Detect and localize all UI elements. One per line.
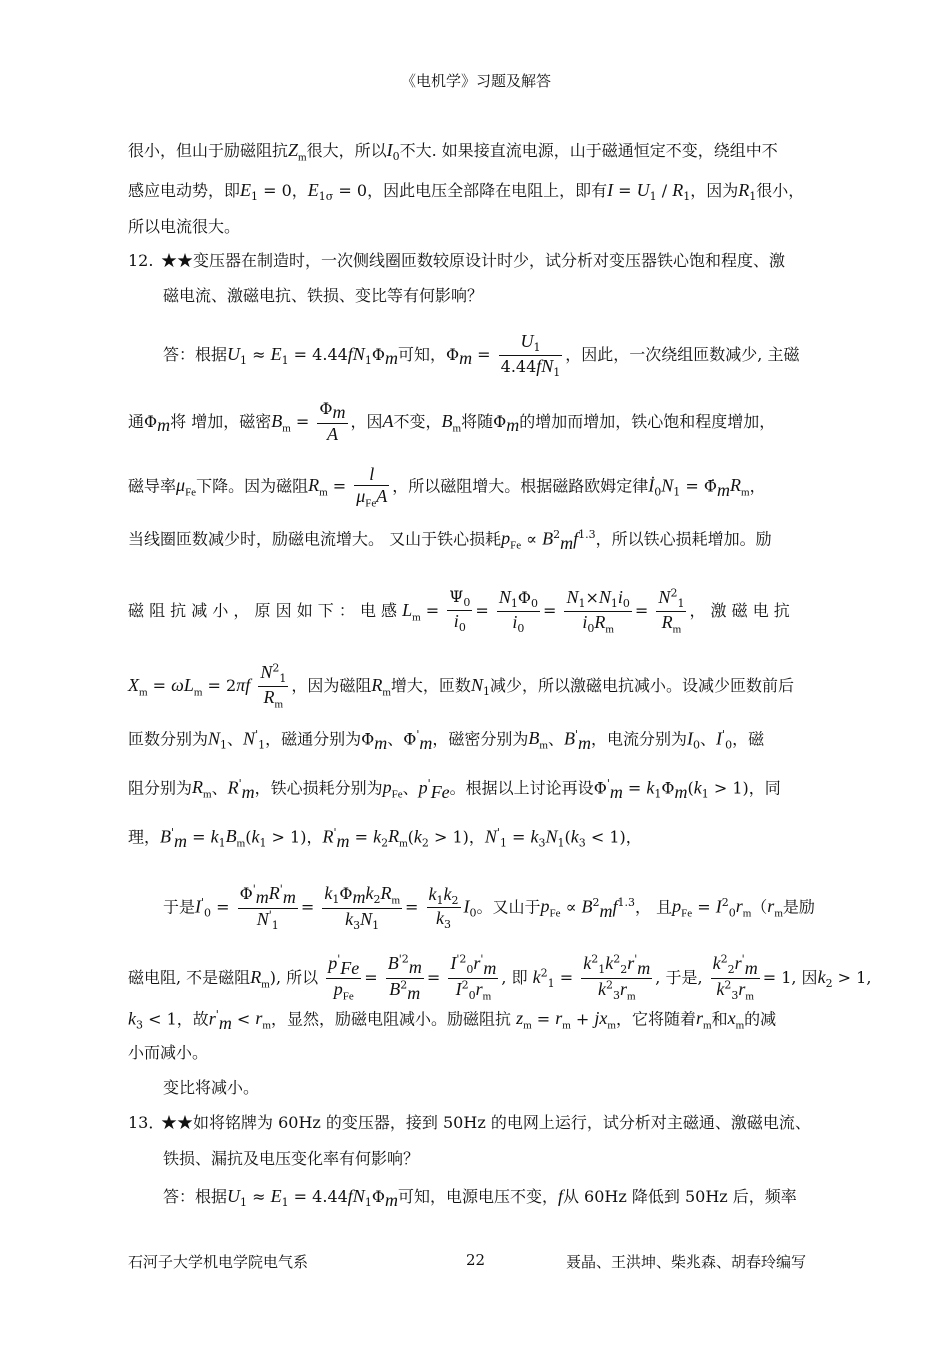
footer-left: 石河子大学机电学院电气系 bbox=[128, 1253, 309, 1271]
footer-right: 聂晶、王洪坤、柴兆森、胡春玲编写 bbox=[566, 1253, 807, 1271]
text-line: 磁电流、激磁电抗、铁损、变比等有何影响？ bbox=[163, 286, 484, 305]
formula-line: 于是$I'_0$ = $\frac{\Phi'_mR'_m}{N'_1}$ = $\frac{k_1\Phi_mk_2R_m}{k_3N_1}$ = $\frac{k_1k_2}{k_3}$ $I_0$。又山于$p_{Fe} \propto B^2_mf^{1.3}$， 且$p_{Fe} = I^2_0r_m(r_m$是励 bbox=[163, 882, 815, 933]
formula-line: $k_3 < 1$，故$r'_m < r_m$，显然，励磁电阻减小。励磁阻抗 $z_m = r_m + jx_m$，它将随着$r_m$和$x_m$的减 bbox=[128, 1008, 777, 1033]
text-line: 变比将减小。 bbox=[163, 1078, 260, 1097]
text-line: 很小，但山于励磁阻抗$Z_m$很大，所以$I_0$不大. 如果接直流电源，山于磁通恒定不变，绕组中不 bbox=[128, 140, 778, 164]
page-number: 22 bbox=[466, 1251, 486, 1269]
formula-line: 磁 阻 抗 减 小 ， 原 因 如 下 ： 电 感 $L_m$ = $\frac{\Psi_0}{i_0}$ = $\frac{N_1\Phi_0}{i_0}$ = $\frac{N_1\times N_1i_0}{i_0R_m}$ = $\frac{N^2_1}{R_m}$ ， 激 磁 电 抗 bbox=[128, 586, 790, 636]
formula-line: 答：根据$U_1 \approx E_1 = 4.44fN_1\Phi_m$可知，电源电压不变，f从 60Hz 降低到 50Hz 后，频率 bbox=[163, 1186, 797, 1211]
formula-line: 阻分别为$R_m$、$R'_m$，铁心损耗分别为$p_{Fe}$、$p'_{Fe}$。根据以上讨论再设$\Phi'_m = k_1\Phi_m(k_1 > 1)$，同 bbox=[128, 777, 781, 802]
formula-line: 理，$B'_m = k_1B_m(k_1 > 1)$，$R'_m = k_2R_m(k_2 > 1)$，$N'_1 = k_3N_1(k_3 < 1)$， bbox=[128, 826, 642, 851]
formula-line: 通$\Phi_m$将 增加，磁密$B_m$ = $\frac{\Phi_m}{A}$ ，因A不变，$B_m$将随$\Phi_m$的增加而增加，铁心饱和程度增加， bbox=[128, 399, 776, 444]
question-13: 13．★★如将铭牌为 60Hz 的变压器，接到 50Hz 的电网上运行，试分析对主磁通、激磁电流、 bbox=[128, 1113, 811, 1132]
formula-line: 磁导率$\mu_{Fe}$下降。因为磁阻$R_m$ = $\frac{l}{\mu_{Fe}A}$ ，所以磁阻增大。根据磁路欧姆定律$İ_0N_1$ = $\Phi̇_mR_m$， bbox=[128, 464, 766, 510]
text-line: 小而减小。 bbox=[128, 1043, 209, 1062]
formula-line: 磁电阻, 不是磁阻$R_m$), 所以 $\frac{p'_{Fe}}{p_{Fe}}$ = $\frac{B^{'2}_m}{B^2_m}$ = $\frac{I^{'2}_0r'_m}{I^2_0r_m}$ , 即 $k^2_1$ = $\frac{k^2_1k^2_2r'_m}{k^2_3r_m}$ , 于是, $\frac{k^2_2r'_m}{k^2_3r_m}$ = 1, 因$k_2 > 1$, bbox=[128, 952, 872, 1004]
formula-line: 当线圈匝数减少时，励磁电流增大。 又山于铁心损耗$p_{Fe} \propto B^2_mf^{1.3}$，所以铁心损耗增加。励 bbox=[128, 528, 772, 553]
formula-line: $X_m = \omega L_m = 2\pi f$ $\frac{N^2_1}{R_m}$ ，因为磁阻$R_m$增大，匝数$N_1$减少，所以激磁电抗减小。设减少匝数前后 bbox=[128, 661, 794, 711]
text-line: 所以电流很大。 bbox=[128, 217, 241, 236]
formula-line: 匝数分别为$N_1$、$N'_1$，磁通分别为$\Phi_m$、$\Phi'_m$，磁密分别为$B_m$、$B'_m$，电流分别为$I_0$、$I'_0$，磁 bbox=[128, 728, 765, 753]
page-header: 《电机学》习题及解答 bbox=[400, 72, 551, 90]
text-line: 铁损、漏抗及电压变化率有何影响？ bbox=[163, 1149, 420, 1168]
formula-line: 答：根据$U_1 \approx E_1 = 4.44fN_1\Phi_m$可知，$\Phi_m$ = $\frac{U_1}{4.44fN_1}$ ，因此，一次绕组匝数减少, 主磁 bbox=[163, 331, 800, 380]
text-line: 感应电动势，即$E_1 = 0$，$E_{1\sigma} = 0$，因此电压全部降在电阻上，即有$I = U_1 / R_1$，因为$R_1$很小， bbox=[128, 180, 805, 204]
question-12: 12. ★★变压器在制造时，一次侧线圈匝数较原设计时少，试分析对变压器铁心饱和程度、激 bbox=[128, 251, 786, 270]
